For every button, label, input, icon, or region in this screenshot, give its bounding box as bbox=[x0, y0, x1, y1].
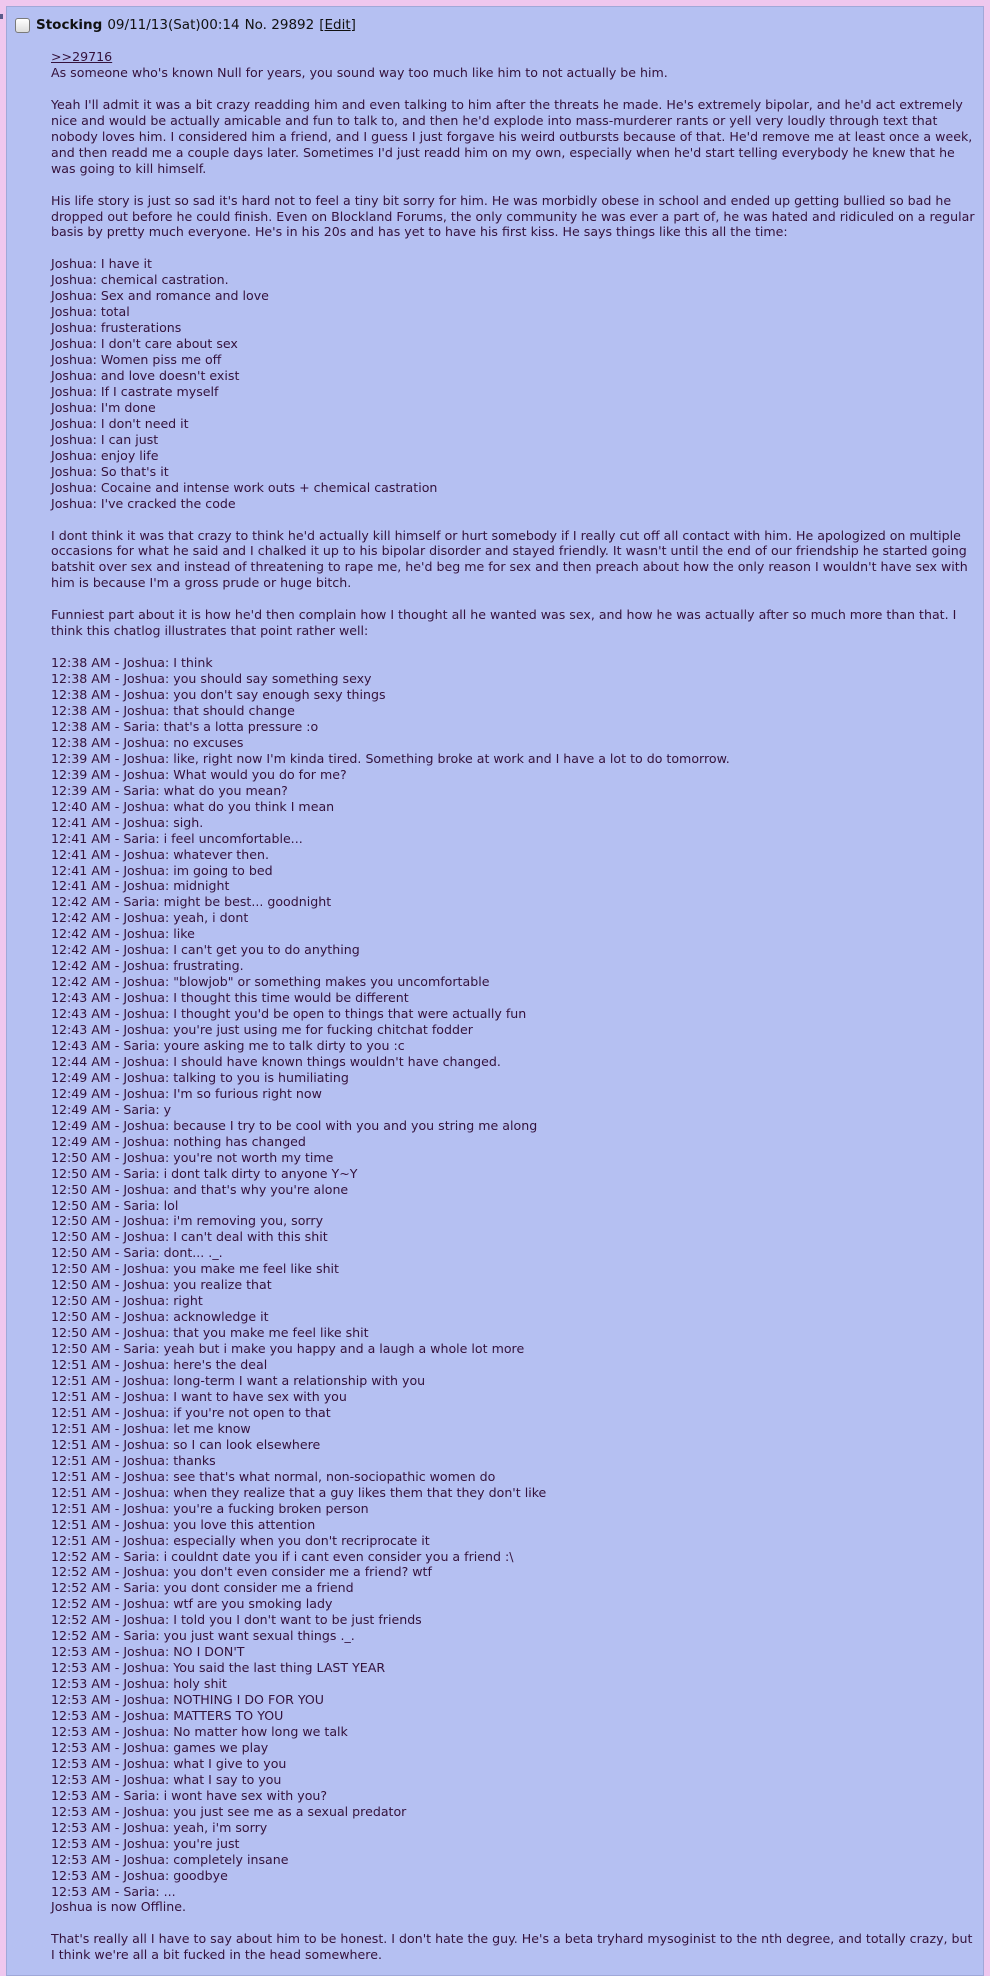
chat-line: 12:52 AM - Saria: i couldnt date you if i cant even consider you a friend :\ bbox=[51, 1548, 514, 1564]
chat-line: 12:51 AM - Joshua: if you're not open to that bbox=[51, 1404, 331, 1420]
chat-line: 12:53 AM - Joshua: goodbye bbox=[51, 1867, 228, 1883]
chat-line: 12:49 AM - Joshua: I'm so furious right now bbox=[51, 1085, 322, 1101]
chat-line: 12:49 AM - Joshua: talking to you is humiliating bbox=[51, 1069, 349, 1085]
chat-line: 12:53 AM - Saria: ... bbox=[51, 1883, 176, 1899]
chat-line: 12:40 AM - Joshua: what do you think I mean bbox=[51, 798, 335, 814]
chat-line: 12:50 AM - Joshua: acknowledge it bbox=[51, 1309, 269, 1325]
chat-line: 12:43 AM - Joshua: I thought this time would be different bbox=[51, 990, 409, 1006]
chat-line: Joshua: enjoy life bbox=[51, 447, 159, 463]
chat-line: Joshua: Sex and romance and love bbox=[51, 288, 269, 304]
post-body bbox=[51, 49, 979, 1963]
post-header bbox=[15, 15, 356, 35]
chat-line: Joshua: frusterations bbox=[51, 320, 182, 336]
chat-line: 12:51 AM - Joshua: here's the deal bbox=[51, 1357, 268, 1373]
chat-line: 12:51 AM - Joshua: see that's what normal, non-sociopathic women do bbox=[51, 1468, 496, 1484]
paragraph: That's really all I have to say about him to be honest. I don't hate the guy. He's a beta tryhard mysoginist to the nth degree, and totally crazy, but I think we're all a bit fucked in the head somewhere. bbox=[51, 1931, 977, 1963]
chat-line: 12:52 AM - Saria: you dont consider me a friend bbox=[51, 1580, 354, 1596]
chat-line: 12:41 AM - Saria: i feel uncomfortable... bbox=[51, 830, 303, 846]
chat-line: 12:38 AM - Saria: that's a lotta pressure :o bbox=[51, 718, 319, 734]
chat-line: 12:53 AM - Joshua: NOTHING I DO FOR YOU bbox=[51, 1692, 325, 1708]
chat-line: Joshua: and love doesn't exist bbox=[51, 368, 240, 384]
paragraph-gap bbox=[51, 591, 976, 607]
chat-line: 12:44 AM - Joshua: I should have known things wouldn't have changed. bbox=[51, 1053, 501, 1069]
edit-control bbox=[319, 17, 356, 33]
chat-line: 12:38 AM - Joshua: you don't say enough sexy things bbox=[51, 687, 386, 703]
post-number[interactable]: No. 29892 bbox=[244, 17, 315, 33]
chat-line: Joshua: chemical castration. bbox=[51, 272, 229, 288]
chat-line: 12:51 AM - Joshua: let me know bbox=[51, 1420, 251, 1436]
chat-line: Joshua: I don't care about sex bbox=[51, 336, 238, 352]
chat-line: 12:38 AM - Joshua: you should say something sexy bbox=[51, 671, 372, 687]
chat-line: 12:43 AM - Saria: youre asking me to talk dirty to you :c bbox=[51, 1038, 405, 1053]
chat-line: 12:38 AM - Joshua: I think bbox=[51, 655, 213, 671]
paragraph: Yeah I'll admit it was a bit crazy readding him and even talking to him after the threats he made. He's extremely bipolar, and he'd act extremely nice and would be actually amicable and fun to talk to, and then he'd explode into mass-murderer rants or yell very loudly through text that nobody loves him. I considered him a friend, and I guess I just forgave his weird outbursts because of that. He'd remove me at least once a week, and then readd me a couple days later. Sometimes I'd just readd him on my own, especially when he'd start telling everybody he knew that he was going to kill himself. bbox=[51, 96, 977, 176]
edit-bracket-close: ] bbox=[350, 17, 356, 33]
chat-line: 12:50 AM - Joshua: I can't deal with this shit bbox=[51, 1229, 328, 1245]
chat-line: 12:49 AM - Joshua: because I try to be cool with you and you string me along bbox=[51, 1117, 538, 1133]
chat-line: 12:51 AM - Joshua: I want to have sex with you bbox=[51, 1388, 347, 1404]
chat-line: 12:52 AM - Joshua: you don't even consider me a friend? wtf bbox=[51, 1564, 432, 1580]
chat-line: Joshua: total bbox=[51, 304, 130, 320]
poster-name: Stocking bbox=[36, 17, 103, 33]
chat-line: 12:50 AM - Joshua: you're not worth my time bbox=[51, 1149, 334, 1165]
chat-line: 12:50 AM - Joshua: i'm removing you, sorry bbox=[51, 1213, 324, 1229]
chat-line: 12:50 AM - Saria: dont... ._. bbox=[51, 1245, 223, 1261]
paragraph: As someone who's known Null for years, you sound way too much like him to not actually be him. bbox=[51, 64, 668, 80]
chat-line: 12:52 AM - Joshua: wtf are you smoking lady bbox=[51, 1596, 333, 1612]
quote-link[interactable]: >>29716 bbox=[51, 49, 113, 64]
chat-line: 12:42 AM - Joshua: frustrating. bbox=[51, 958, 244, 974]
chat-line: 12:39 AM - Saria: what do you mean? bbox=[51, 782, 288, 798]
chat-line: 12:42 AM - Joshua: "blowjob" or something makes you uncomfortable bbox=[51, 974, 490, 990]
chat-line: 12:38 AM - Joshua: no excuses bbox=[51, 734, 244, 750]
chat-line: Joshua: I have it bbox=[51, 256, 152, 272]
chat-line: Joshua is now Offline. bbox=[51, 1899, 187, 1915]
edit-bracket-open: [ bbox=[319, 17, 325, 33]
chat-line: 12:41 AM - Joshua: sigh. bbox=[51, 814, 204, 830]
chat-line: 12:51 AM - Joshua: long-term I want a relationship with you bbox=[51, 1373, 426, 1389]
chat-line: 12:51 AM - Joshua: thanks bbox=[51, 1452, 216, 1468]
chat-line: Joshua: I've cracked the code bbox=[51, 495, 236, 511]
chat-line: 12:42 AM - Saria: might be best... goodnight bbox=[51, 894, 332, 910]
chat-line: Joshua: I can just bbox=[51, 431, 159, 447]
chat-line: 12:50 AM - Joshua: that you make me feel like shit bbox=[51, 1325, 369, 1341]
chat-line: Joshua: If I castrate myself bbox=[51, 383, 219, 399]
chat-line: 12:39 AM - Joshua: like, right now I'm kinda tired. Something broke at work and I have a lot to do tomorrow. bbox=[51, 750, 730, 766]
chat-line: 12:51 AM - Joshua: especially when you don't recriprocate it bbox=[51, 1532, 430, 1548]
post bbox=[6, 6, 984, 1976]
chat-line: 12:42 AM - Joshua: yeah, i dont bbox=[51, 910, 249, 926]
chat-line: 12:53 AM - Joshua: what I give to you bbox=[51, 1755, 287, 1771]
chat-line: 12:42 AM - Joshua: I can't get you to do anything bbox=[51, 942, 360, 958]
paragraph-gap bbox=[51, 639, 976, 655]
chat-line: 12:50 AM - Joshua: you realize that bbox=[51, 1277, 272, 1293]
chat-line: 12:53 AM - Joshua: MATTERS TO YOU bbox=[51, 1708, 284, 1724]
chat-line: 12:42 AM - Joshua: like bbox=[51, 926, 195, 942]
chat-line: 12:53 AM - Saria: i wont have sex with you? bbox=[51, 1787, 328, 1803]
chat-line: 12:49 AM - Saria: y bbox=[51, 1101, 172, 1117]
chat-line: 12:51 AM - Joshua: you love this attention bbox=[51, 1516, 316, 1532]
chat-line: 12:41 AM - Joshua: midnight bbox=[51, 878, 230, 894]
paragraph-gap bbox=[51, 1915, 976, 1931]
chat-line: 12:49 AM - Joshua: nothing has changed bbox=[51, 1133, 306, 1149]
chat-line: 12:53 AM - Joshua: No matter how long we talk bbox=[51, 1723, 348, 1739]
paragraph-gap bbox=[51, 177, 976, 193]
paragraph-gap bbox=[51, 240, 976, 256]
chat-line: 12:41 AM - Joshua: whatever then. bbox=[51, 846, 269, 862]
paragraph-gap bbox=[51, 81, 976, 97]
post-date: 09/11/13(Sat)00:14 bbox=[107, 17, 240, 33]
paragraph: His life story is just so sad it's hard not to feel a tiny bit sorry for him. He was morbidly obese in school and ended up getting bullied so bad he dropped out before he could finish. Even on Blockland Forums, the only community he was ever a part of, he was hated and ridiculed on a regular basis by pretty much everyone. He's in his 20s and has yet to have his first kiss. He says things like this all the time: bbox=[51, 192, 979, 240]
chat-line: 12:50 AM - Joshua: right bbox=[51, 1293, 203, 1309]
chat-line: 12:51 AM - Joshua: you're a fucking broken person bbox=[51, 1500, 369, 1516]
chat-line: 12:50 AM - Saria: lol bbox=[51, 1197, 179, 1213]
chat-line: 12:53 AM - Joshua: you're just bbox=[51, 1835, 240, 1851]
chat-line: Joshua: I don't need it bbox=[51, 415, 189, 431]
chat-line: 12:53 AM - Joshua: what I say to you bbox=[51, 1771, 282, 1787]
chat-line: 12:52 AM - Saria: you just want sexual things ._. bbox=[51, 1628, 355, 1644]
paragraph: I dont think it was that crazy to think he'd actually kill himself or hurt somebody if I really cut off all contact with him. He apologized on multiple occasions for what he said and I chalked it up to his bipolar disorder and stayed friendly. It wasn't until the end of our friendship he started going batshit over sex and instead of threatening to rape me, he'd beg me for sex and then preach about how the only reason I wouldn't have sex with him is because I'm a gross prude or huge bitch. bbox=[51, 527, 972, 591]
chat-line: 12:41 AM - Joshua: im going to bed bbox=[51, 862, 273, 878]
chat-line: 12:53 AM - Joshua: games we play bbox=[51, 1739, 269, 1755]
chat-line: 12:53 AM - Joshua: you just see me as a sexual predator bbox=[51, 1803, 407, 1819]
post-select-checkbox[interactable] bbox=[15, 18, 30, 33]
chat-line: Joshua: Cocaine and intense work outs + chemical castration bbox=[51, 479, 438, 495]
chat-line: 12:50 AM - Saria: yeah but i make you happy and a laugh a whole lot more bbox=[51, 1341, 525, 1357]
chat-line: 12:43 AM - Joshua: I thought you'd be open to things that were actually fun bbox=[51, 1006, 527, 1022]
paragraph: Funniest part about it is how he'd then complain how I thought all he wanted was sex, and how he was actually after so much more than that. I think this chatlog illustrates that point rather well: bbox=[51, 607, 961, 639]
chat-line: Joshua: I'm done bbox=[51, 399, 156, 415]
chat-line: 12:53 AM - Joshua: You said the last thing LAST YEAR bbox=[51, 1660, 386, 1676]
chat-line: Joshua: So that's it bbox=[51, 463, 169, 479]
chat-line: 12:53 AM - Joshua: NO I DON'T bbox=[51, 1644, 245, 1660]
chat-line: 12:50 AM - Joshua: and that's why you're alone bbox=[51, 1181, 349, 1197]
chat-line: 12:53 AM - Joshua: yeah, i'm sorry bbox=[51, 1819, 268, 1835]
chat-line: 12:53 AM - Joshua: completely insane bbox=[51, 1851, 289, 1867]
chat-line: 12:43 AM - Joshua: you're just using me for fucking chitchat fodder bbox=[51, 1022, 473, 1038]
edit-link[interactable]: Edit bbox=[324, 17, 351, 33]
chat-line: Joshua: Women piss me off bbox=[51, 352, 222, 368]
chat-line: 12:51 AM - Joshua: when they realize that a guy likes them that they don't like bbox=[51, 1484, 547, 1500]
post-marker bbox=[0, 14, 3, 19]
chat-line: 12:51 AM - Joshua: so I can look elsewhere bbox=[51, 1436, 321, 1452]
chat-line: 12:38 AM - Joshua: that should change bbox=[51, 702, 295, 718]
paragraph-gap bbox=[51, 512, 976, 528]
chat-line: 12:52 AM - Joshua: I told you I don't want to be just friends bbox=[51, 1612, 422, 1628]
chat-line: 12:53 AM - Joshua: holy shit bbox=[51, 1676, 227, 1692]
chat-line: 12:39 AM - Joshua: What would you do for me? bbox=[51, 766, 347, 782]
chat-line: 12:50 AM - Joshua: you make me feel like shit bbox=[51, 1261, 339, 1277]
chat-line: 12:50 AM - Saria: i dont talk dirty to anyone Y~Y bbox=[51, 1165, 358, 1181]
